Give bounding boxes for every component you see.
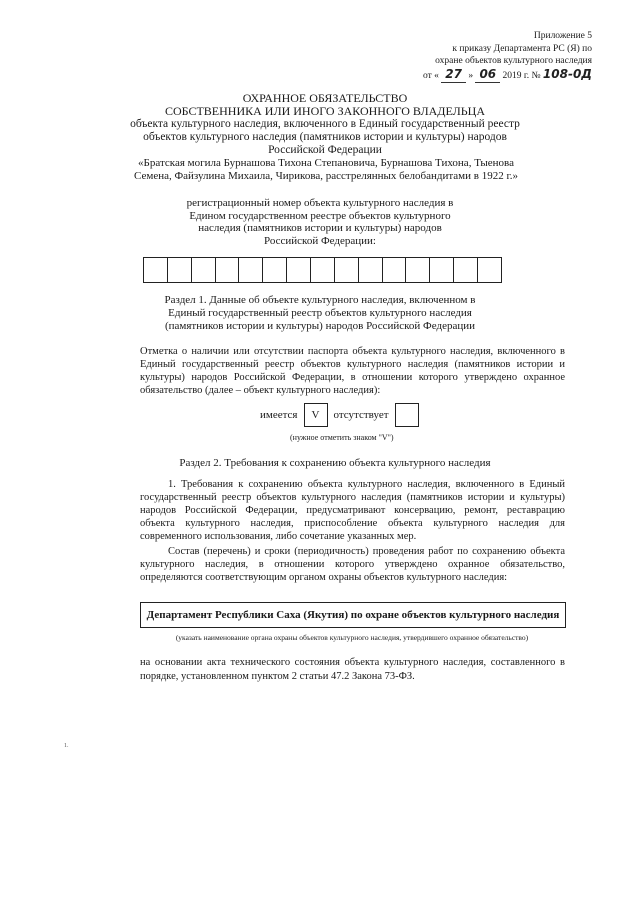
department-note: (указать наименование органа охраны объектов культурного наследия, утвердившего охранное обязательство) — [175, 633, 529, 642]
registration-digit-box[interactable] — [454, 258, 478, 282]
date-mid1: » — [468, 70, 474, 81]
title-line1: ОХРАННОЕ ОБЯЗАТЕЛЬСТВО — [242, 91, 408, 105]
date-mid2: 2019 г. № — [502, 70, 541, 81]
passport-text: Отметка о наличии или отсутствии паспорта объекта культурного наследия, включенного в Единый государственный реестр объектов культурного наследия (памятников истории и культуры) народов Российской Федерации, в отношении которого утверждено охранное обязательство (далее – объект культурного наследия): — [140, 346, 565, 396]
appendix-header — [372, 30, 592, 83]
absent-label: отсутствует — [333, 409, 389, 421]
registration-digit-box[interactable] — [478, 258, 501, 282]
registration-digit-box[interactable] — [239, 258, 263, 282]
date-day: 27 — [445, 66, 462, 81]
requirements-para1: 1. Требования к сохранению объекта культурного наследия, включенного в Единый государственный реестр объектов культурного наследия (памятников истории и культуры) народов Российской Федерации, предусматривают консервацию, ремонт, реставрацию объекта культурного наследия, приспособление объекта культурного наследия для современного использования, либо сочетание указанных мер. — [140, 479, 565, 542]
registration-digit-box[interactable] — [168, 258, 192, 282]
appendix-date-line — [372, 68, 592, 84]
present-checkbox[interactable]: V — [304, 403, 328, 427]
registration-digit-box[interactable] — [335, 258, 359, 282]
registration-digit-box[interactable] — [216, 258, 240, 282]
document-title — [120, 92, 530, 157]
registration-digit-box[interactable] — [287, 258, 311, 282]
requirements-para2: Состав (перечень) и сроки (периодичность) проведения работ по сохранению объекта культурного наследия, в отношении которого утверждено охранное обязательство, определяются соответствующим органом охраны объектов культурного наследия: — [140, 546, 565, 583]
registration-digit-box[interactable] — [144, 258, 168, 282]
date-month: 06 — [479, 66, 497, 81]
registration-number-boxes — [143, 257, 502, 283]
title-line2: СОБСТВЕННИКА ИЛИ ИНОГО ЗАКОННОГО ВЛАДЕЛЬЦА — [164, 104, 485, 118]
section1-title: Раздел 1. Данные об объекте культурного наследия, включенном в Единый государственный реестр объектов культурного наследия (памятников истории и культуры) народов Российской Федерации — [164, 294, 476, 332]
registration-digit-box[interactable] — [192, 258, 216, 282]
object-name: «Братская могила Бурнашова Тихона Степановича, Бурнашова Тихона, Тыенова Семена, Файзулина Михаила, Чирикова, расстрелянных белобандитами в 1922 г.» — [134, 157, 518, 182]
registration-digit-box[interactable] — [263, 258, 287, 282]
margin-mark: 1. — [64, 743, 69, 749]
registration-digit-box[interactable] — [430, 258, 454, 282]
appendix-line3: охране объектов культурного наследия — [435, 56, 592, 66]
registration-digit-box[interactable] — [359, 258, 383, 282]
present-label: имеется — [260, 409, 298, 421]
passport-check-row — [260, 402, 425, 428]
basis-text: на основании акта технического состояния объекта культурного наследия, составленного в порядке, установленном пунктом 2 статьи 47.2 Закона 73-ФЗ. — [140, 657, 565, 682]
registration-digit-box[interactable] — [406, 258, 430, 282]
order-number: 108-0Д — [542, 66, 592, 81]
registration-digit-box[interactable] — [311, 258, 335, 282]
requirements-text — [140, 478, 565, 586]
appendix-line2: к приказу Департамента РС (Я) по — [452, 43, 592, 54]
date-prefix: от « — [422, 70, 439, 81]
check-note: (нужное отметить знаком "V") — [290, 433, 394, 442]
absent-checkbox[interactable] — [395, 403, 419, 427]
department-name-box: Департамент Республики Саха (Якутия) по охране объектов культурного наследия — [140, 602, 566, 628]
appendix-line1: Приложение 5 — [533, 31, 592, 41]
registration-text: регистрационный номер объекта культурного наследия в Едином государственном реестре объектов культурного наследия (памятников истории и культуры) народов Российской Федерации: — [186, 197, 454, 247]
section2-title: Раздел 2. Требования к сохранению объекта культурного наследия — [179, 457, 491, 469]
title-line3: объекта культурного наследия, включенного в Единый государственный реестр объектов культурного наследия (памятников истории и культуры) народов Российской Федерации — [130, 118, 520, 156]
registration-digit-box[interactable] — [383, 258, 407, 282]
